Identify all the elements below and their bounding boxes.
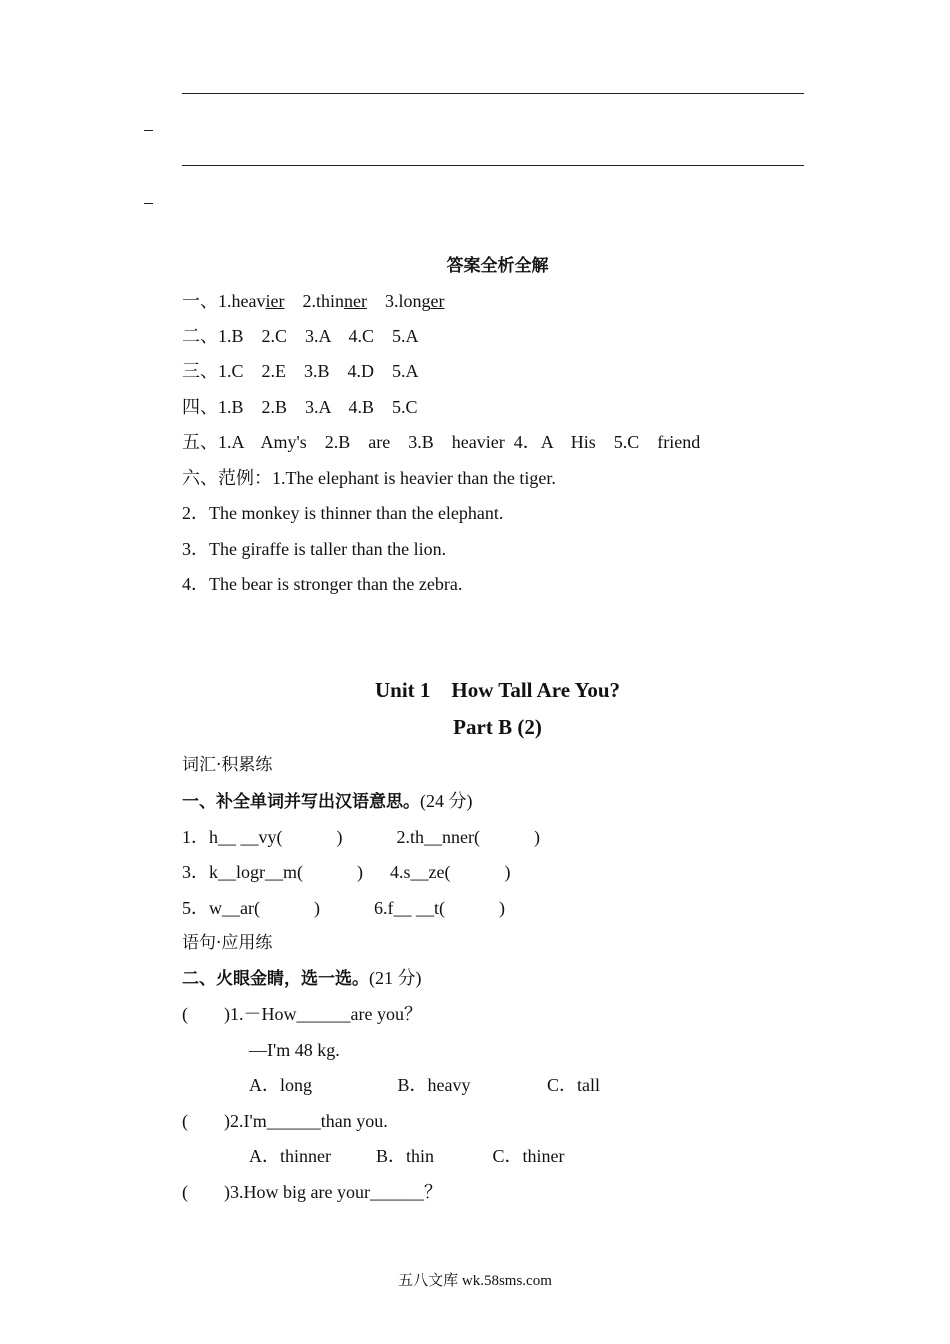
answer-title: 答案全析全解 bbox=[446, 256, 549, 276]
vocab-line-1: 1．h__ __vy( ) 2.th__nner( ) bbox=[182, 827, 540, 847]
answer-line-2 bbox=[182, 165, 804, 166]
question-1-reply: —I'm 48 kg. bbox=[249, 1040, 340, 1060]
answer-line-1 bbox=[182, 93, 804, 94]
answer-q3: 三、1.C 2.E 3.B 4.D 5.A bbox=[182, 361, 419, 381]
answer-line-2-tail bbox=[144, 203, 153, 204]
answer-q4: 四、1.B 2.B 3.A 4.B 5.C bbox=[182, 397, 418, 417]
answer-q6: 六、范例：1.The elephant is heavier than the tiger. bbox=[182, 468, 556, 488]
answer-q2: 二、1.B 2.C 3.A 4.C 5.A bbox=[182, 326, 419, 346]
vocab-line-2: 3．k__logr__m( ) 4.s__ze( ) bbox=[182, 862, 511, 882]
answer-q1-suffix-3: er bbox=[430, 291, 445, 311]
answer-q1-suffix-2: ner bbox=[343, 291, 367, 311]
sentence-section-title bbox=[182, 967, 422, 990]
footer-text: 五八文库 wk.58sms.com bbox=[398, 1273, 552, 1289]
question-3: ( )3.How big are your______？ bbox=[182, 1182, 442, 1202]
answer-q6-3: 3．The giraffe is taller than the lion. bbox=[182, 539, 447, 559]
answer-q1-mid-1: 2.thin bbox=[284, 291, 344, 311]
question-2-options: A．thinner B．thin C．thiner bbox=[249, 1146, 565, 1166]
vocab-heading: 词汇·积累练 bbox=[182, 755, 273, 775]
answer-q1 bbox=[182, 290, 444, 312]
sentence-heading: 语句·应用练 bbox=[182, 933, 273, 953]
answer-q1-suffix-1: ier bbox=[265, 291, 285, 311]
sentence-section-points: (21 分) bbox=[369, 968, 422, 988]
vocab-section-points: (24 分) bbox=[420, 791, 473, 811]
answer-q5: 五、1.A Amy's 2.B are 3.B heavier 4．A His 5.C friend bbox=[182, 432, 701, 452]
question-1: ( )1.－How______are you？ bbox=[182, 1004, 422, 1024]
answer-q6-4: 4．The bear is stronger than the zebra. bbox=[182, 574, 463, 594]
sentence-section-title-text: 二、火眼金睛，选一选。 bbox=[182, 969, 369, 989]
answer-q1-mid-2: 3.long bbox=[366, 291, 431, 311]
vocab-section-title bbox=[182, 790, 473, 813]
question-2: ( )2.I'm______than you. bbox=[182, 1111, 388, 1131]
part-title: Part B (2) bbox=[453, 715, 542, 739]
vocab-line-3: 5．w__ar( ) 6.f__ __t( ) bbox=[182, 898, 505, 918]
answer-q6-2: 2．The monkey is thinner than the elephant. bbox=[182, 503, 504, 523]
question-1-options: A．long B．heavy C．tall bbox=[249, 1075, 600, 1095]
unit-title: Unit 1 How Tall Are You? bbox=[374, 678, 621, 702]
vocab-section-title-text: 一、补全单词并写出汉语意思。 bbox=[182, 792, 420, 812]
answer-q1-prefix: 一、1.heav bbox=[182, 291, 266, 311]
answer-line-1-tail bbox=[144, 130, 153, 131]
